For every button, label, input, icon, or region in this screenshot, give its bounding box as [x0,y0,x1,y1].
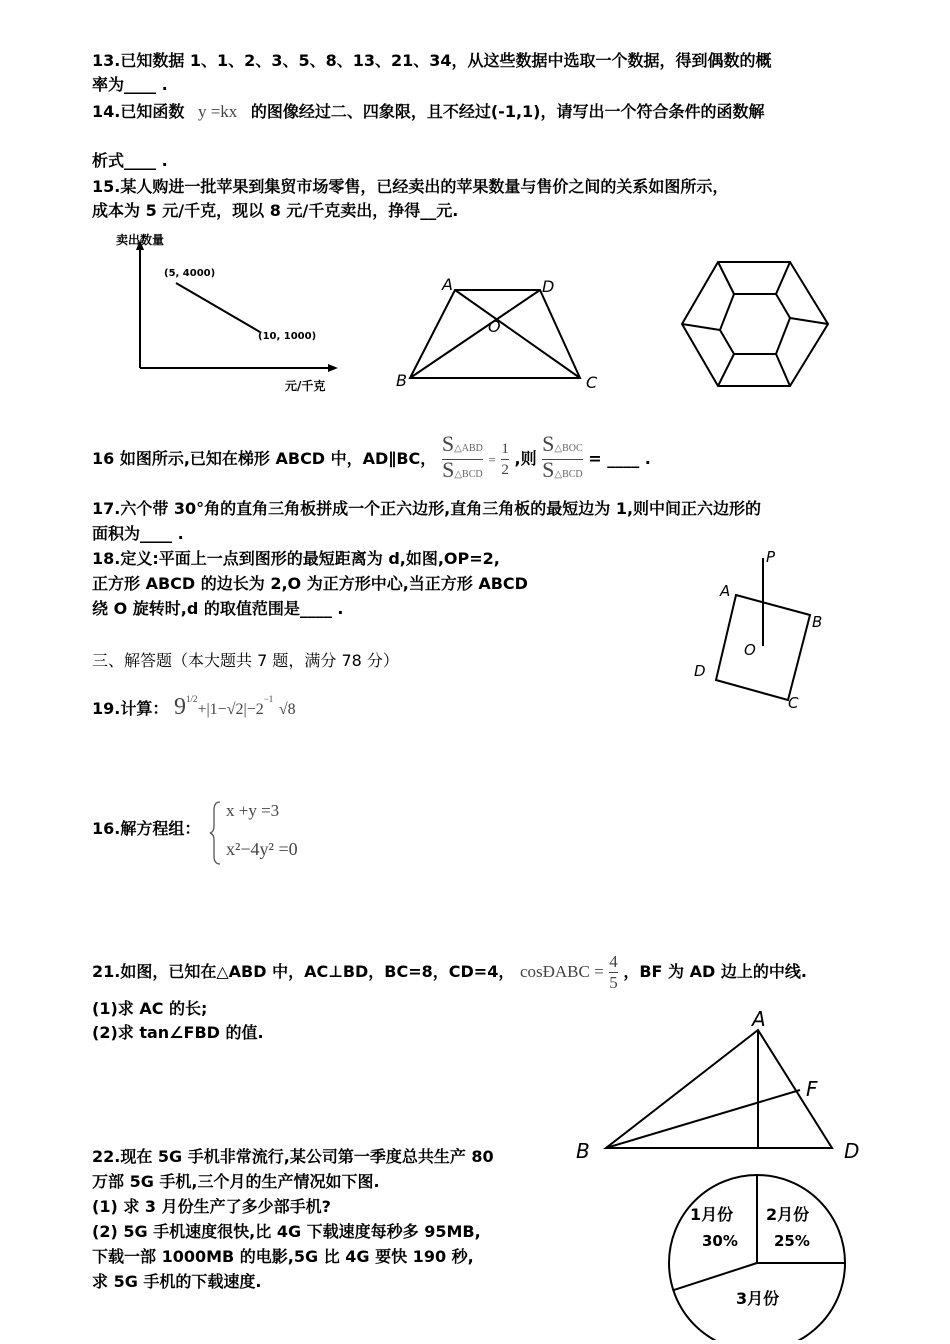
spoke-line [776,354,790,386]
q15-line1: 15.某人购进一批苹果到集贸市场零售，已经卖出的苹果数量与售价之间的关系如图所示， [92,177,729,196]
brace-icon [208,800,228,866]
spoke-line [776,262,790,294]
q16-tail: = ____ . [588,449,651,468]
x-axis-label: 元/千克 [285,379,326,393]
median-bf [606,1090,800,1148]
q20-eq1: x +y =3 [226,801,280,820]
q21-cos: cosÐABC = [519,962,604,981]
q16-prefix: 16 如图所示,已知在梯形 ABCD 中，AD∥BC， [92,449,437,468]
q13-line2: 率为____ . [92,75,168,94]
q21-frac-num: 4 [609,952,618,971]
label-p: P [766,548,776,566]
q19-base: 9 [173,694,186,720]
q18-line2: 正方形 ABCD 的边长为 2,O 为正方形中心,当正方形 ABCD [92,574,528,593]
q14-line1 [92,101,764,123]
q21-part1: (1)求 AC 的长; [92,999,208,1018]
y-axis-label: 卖出数量 [116,233,165,247]
q21-part2: (2)求 tan∠FBD 的值. [92,1023,264,1042]
inner-hexagon [720,294,790,354]
eq-sign: = [488,452,496,467]
point2-label: (10, 1000) [258,331,317,342]
slice-value-feb: 25% [774,1232,810,1250]
q18-line3: 绕 O 旋转时,d 的取值范围是____ . [92,599,344,618]
x-axis-arrow [328,364,338,372]
half-num: 1 [501,439,509,460]
q14-formula: y =kx [197,102,238,121]
label-b: B [396,371,407,390]
q22-line3: (1) 求 3 月份生产了多少部手机? [92,1197,331,1216]
frac1-den-sub: △BCD [454,469,483,480]
q22-line4: (2) 5G 手机速度很快,比 4G 下载速度每秒多 95MB, [92,1222,481,1241]
q21-suffix: ，BF 为 AD 边上的中线. [623,962,807,981]
q22-line2: 万部 5G 手机,三个月的生产情况如下图. [92,1172,380,1191]
q14-prefix: 14.已知函数 [92,102,185,121]
label-f: F [806,1077,818,1101]
point1-label: (5, 4000) [164,268,216,279]
label-a: A [442,275,453,294]
spoke-line [682,324,720,330]
q19-tail: √8 [278,701,296,718]
pie-boundary-jan-mar [673,1263,757,1290]
q14-suffix: 的图像经过二、四象限，且不经过(-1,1)，请写出一个符合条件的函数解 [250,102,765,121]
label-b: B [812,613,823,631]
pie-chart [662,1168,852,1340]
label-c: C [788,694,799,712]
q18-line1: 18.定义:平面上一点到图形的最短距离为 d,如图,OP=2, [92,549,500,568]
ratio-abd-bcd [441,431,483,485]
label-o: O [488,317,501,336]
label-d: D [694,662,706,680]
label-o: O [744,641,756,659]
frac1-num-sub: △ABD [454,443,483,454]
q21-frac-den: 5 [609,973,618,992]
q19-rest: +|1−√2|−2 [197,701,264,718]
frac2-den-sub: △BCD [554,469,583,480]
frac2-num: S [542,431,555,456]
brace-path [210,802,220,864]
q20-eq2: x²−4y² =0 [226,839,298,859]
q17-line2: 面积为____ . [92,524,184,543]
q22-line6: 求 5G 手机的下载速度. [92,1272,262,1291]
q21-line [92,950,807,994]
triangle-figure [570,1006,870,1166]
section-title: 三、解答题（本大题共 7 题，满分 78 分） [92,651,399,670]
label-c: C [586,373,598,392]
slice-label-mar: 3月份 [736,1289,780,1308]
q20-prefix: 16.解方程组： [92,819,201,838]
q17-line1: 17.六个带 30°角的直角三角板拼成一个正六边形,直角三角板的最短边为 1,则中间正六边形的 [92,499,762,518]
ratio-boc-bcd [542,431,583,485]
trapezoid-figure [390,268,610,398]
spoke-line [718,262,734,294]
q19-line [92,682,296,727]
q16-line [92,431,651,485]
label-d: D [542,277,555,296]
q13-line1: 13.已知数据 1、1、2、3、5、8、13、21、34，从这些数据中选取一个数据，得到偶数的概 [92,51,772,70]
half-den: 2 [501,462,509,478]
q14-line2: 析式____ . [92,151,168,170]
q19-prefix: 19.计算： [92,699,169,718]
triangle-abd [606,1030,832,1148]
q22-line5: 下载一部 1000MB 的电影,5G 比 4G 要快 190 秒, [92,1247,474,1266]
rotated-square-figure [690,540,840,715]
q16-then: ,则 [514,449,537,468]
q15-line2: 成本为 5 元/千克，现以 8 元/千克卖出，挣得__元. [92,201,459,220]
spoke-line [718,354,734,386]
frac1-den: S [442,457,455,482]
frac1-num: S [441,431,455,456]
q19-exp: 1/2 [185,694,198,704]
label-d: D [844,1139,860,1163]
hexagon-figure [680,258,830,390]
label-b: B [576,1139,590,1163]
q21-prefix: 21.如图，已知在△ABD 中，AC⊥BD，BC=8，CD=4， [92,962,515,981]
sales-graph [110,228,350,398]
q22-line1: 22.现在 5G 手机非常流行,某公司第一季度总共生产 80 [92,1147,494,1166]
q21-fraction [609,952,618,993]
label-a: A [720,582,731,600]
slice-label-feb: 2月份 [766,1205,810,1224]
sales-line [176,283,260,332]
label-a: A [752,1007,766,1031]
spoke-line [790,318,828,324]
frac2-num-sub: △BOC [554,443,583,454]
one-half [501,439,509,480]
slice-value-jan: 30% [702,1232,738,1250]
q19-exp2: −1 [263,694,274,704]
slice-label-jan: 1月份 [690,1205,734,1224]
frac2-den: S [542,457,555,482]
outer-hexagon [682,262,828,386]
